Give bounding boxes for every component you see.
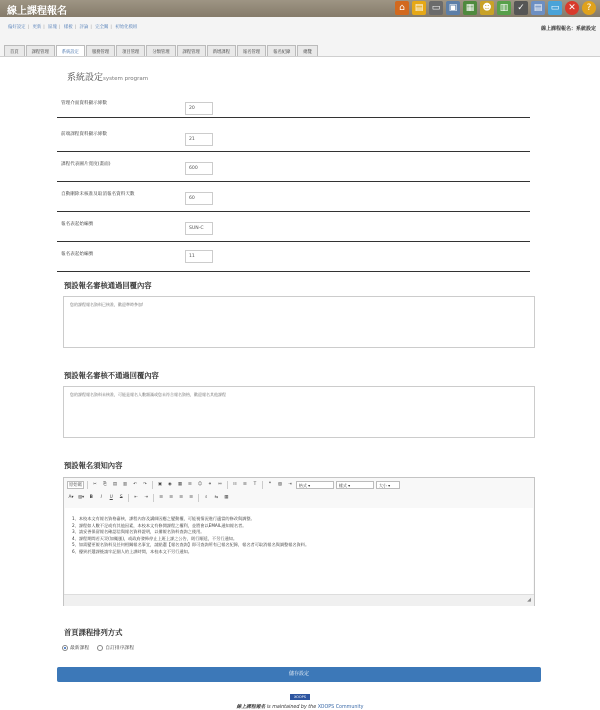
footer-community-link[interactable]: XOOPS Community [317,705,364,710]
size-select-label: 大小 [378,483,387,488]
page-subtitle: system program [103,76,149,82]
undo-icon[interactable]: ↶ [133,482,137,487]
setting-row [57,182,530,212]
admin-link-preferences[interactable]: 偏好設定 [8,25,26,30]
setting-row [57,212,530,242]
tab-items[interactable]: 項目管理 [116,45,145,56]
sort-option-newest[interactable] [62,644,89,651]
tab-home[interactable]: 首頁 [4,45,25,56]
form-start-number-input[interactable]: 11 [185,250,213,263]
approve-reply-textarea[interactable] [63,296,535,348]
align-left-icon[interactable]: ☰ [159,495,164,500]
quote-icon[interactable]: ❞ [268,482,272,487]
bullet-list-icon[interactable]: ☰ [242,482,247,487]
monitor-icon[interactable]: ▭ [548,1,562,15]
footer [0,683,600,710]
setting-label: 課程代表圖片寬度(畫面) [61,162,111,167]
copy-icon[interactable]: ⎘ [103,482,107,487]
indent-icon[interactable]: ⇥ [288,482,292,487]
users-icon[interactable]: ☻ [480,1,494,15]
numbered-list-icon[interactable]: ☷ [232,482,237,487]
tab-categories[interactable]: 分類管理 [146,45,175,56]
editor-toolbar-row-2 [67,494,230,502]
tab-courses[interactable]: 課程管理 [177,45,206,56]
admin-link-comments[interactable]: 評論 [79,25,89,30]
editor-footer [64,594,534,606]
sort-radio-group [62,644,134,651]
table-icon[interactable]: ▦ [177,482,182,487]
notice-item: 5、如需變更報名資料及任何相關報名事宜，請點選【報名查詢】即可查詢所有已報名紀錄，報名者可取消報名與調整報名資料。 [72,542,310,547]
setting-label: 管理介面資料顯示條數 [61,101,107,106]
home-icon[interactable]: ⌂ [395,1,409,15]
tools-icon[interactable]: ✕ [565,1,579,15]
admin-bar [0,17,600,57]
notice-item: 6、優異於選課後請牢記個人的上課時間，本校本文不另行通知。 [72,548,192,554]
paste-icon[interactable]: ▤ [112,482,117,487]
sitemap-icon[interactable]: ▦ [463,1,477,15]
style-select-label: 樣式 [338,483,347,488]
reject-reply-textarea[interactable] [63,386,535,438]
approve-reply-text: 您的課程報名資料已核准，歡迎準時參加! [70,302,144,307]
tab-add-course[interactable]: 新增課程 [207,45,236,56]
approve-section-title: 預設報名審核通過回覆內容 [64,281,152,290]
image-icon[interactable]: ▣ [157,482,162,487]
div-icon[interactable]: ▧ [277,482,282,487]
admin-link-blocks[interactable]: 區塊 [48,25,57,30]
admin-link-update[interactable]: 更新 [32,25,42,30]
front-page-size-input[interactable]: 21 [185,133,213,146]
toolbar-icons [395,1,596,15]
tab-service[interactable]: 服務管理 [86,45,115,56]
admin-link-templates[interactable]: 樣板 [63,25,73,30]
notice-item: 2、課程如人數不足或有其他因素，本校本文有修開課程之權利，並將會以EMAIL通知報名者。 [72,522,247,528]
notice-item: 4、課程期間若天災(如颱風)，或政府發佈停止上班上課之公告，則行順延，不另行通知。 [72,535,238,541]
setting-label: 報名表起始編號 [61,222,94,227]
source-button[interactable] [67,481,84,489]
setting-label: 自動刪除未核准及取消報名資料天數 [61,192,135,197]
format-select-label: 格式 [298,483,307,488]
page-title-text: 系統設定 [67,73,104,83]
tab-bar [4,45,318,56]
setting-row [57,152,530,182]
image-width-input[interactable]: 600 [185,162,213,175]
help-icon[interactable]: ? [582,1,596,15]
admin-link-close[interactable]: 完全關 [95,25,109,30]
footer-module: 線上課程報名 [236,705,266,710]
format-select[interactable]: 格式 ▾ [296,481,334,489]
smiley-icon[interactable]: ☺ [197,482,203,487]
keyboard-icon[interactable]: ▭ [429,1,443,15]
radio-checked-icon[interactable] [62,645,68,651]
hr-icon[interactable]: ☰ [187,482,192,487]
underline-icon[interactable]: U [109,495,113,500]
chart-icon[interactable]: ▥ [497,1,511,15]
indent2-icon[interactable]: ⇥ [144,495,149,500]
form-prefix-input[interactable]: SUN-C [185,222,213,235]
flash-icon[interactable]: ◉ [168,482,172,487]
setting-row [57,92,530,118]
bold-icon[interactable]: B [89,495,93,500]
bg-color-icon[interactable]: ▧▾ [78,495,85,500]
tab-overview[interactable]: 總覽 [297,45,318,56]
radio-unchecked-icon[interactable] [97,645,103,651]
module-name: 線上課程報名：系統設定 [540,26,596,32]
unlink-icon[interactable]: ⚯ [218,482,222,487]
setting-row [57,242,530,272]
source-button-label: 原始碼 [69,483,82,488]
outdent-icon[interactable]: ⇤ [134,495,139,500]
sort-option-label: 最新課程 [70,646,90,651]
text-color-icon[interactable]: A▾ [68,495,74,500]
justify-icon[interactable]: ☰ [189,495,194,500]
admin-link-init[interactable]: 初始化模組 [115,25,138,30]
tab-records[interactable]: 報名紀錄 [267,45,296,56]
align-right-icon[interactable]: ☰ [179,495,184,500]
select-all-icon[interactable]: ▦ [224,495,229,500]
italic-icon[interactable]: I [100,495,102,500]
redo-icon[interactable]: ↷ [143,482,147,487]
page-title [67,70,148,83]
footer-credit [0,703,600,710]
sort-section-title: 首頁課程排列方式 [64,628,123,637]
link-icon[interactable]: ⚭ [208,482,212,487]
admin-page-size-input[interactable]: 20 [185,102,213,115]
auto-delete-days-input[interactable]: 60 [185,192,213,205]
save-button[interactable]: 儲存設定 [57,667,541,682]
footer-maintained: is maintained by the [265,705,318,710]
clear-format-icon[interactable]: T [253,482,257,487]
window-titlebar [0,0,600,17]
tab-settings[interactable]: 系統設定 [56,45,85,56]
cut-icon[interactable]: ✂ [93,482,97,487]
find-icon[interactable]: ⌕ [205,495,208,500]
replace-icon[interactable]: ⇆ [214,495,219,500]
reject-reply-text: 您的課程報名資料未核准，可能是報名人數額滿或您未符合報名資格，歡迎報名其他課程 [70,392,226,397]
notice-item: 3、請妥善保留報名確認信與報名資料證明，以備報名資料查詢之使用。 [72,529,205,534]
notice-editor [63,477,535,606]
clipboard-icon[interactable]: ✓ [514,1,528,15]
editor-toolbar-row-1 [67,481,400,489]
notice-section-title: 預設報名須知內容 [64,461,123,470]
folder-icon[interactable]: ▤ [412,1,426,15]
admin-links: 偏好設定 | 更新 | 區塊 | 樣板 | 評論 | 完全關 | 初始化模組 [8,25,138,30]
setting-row [57,118,530,152]
window-title: 線上課程報名 [7,6,67,17]
tab-course-manage[interactable]: 課程管理 [26,45,55,56]
strike-icon[interactable]: S [119,495,123,500]
network-icon[interactable]: ▣ [446,1,460,15]
sort-option-custom[interactable] [97,644,134,651]
paste-text-icon[interactable]: ▥ [122,482,127,487]
notice-list [72,516,526,555]
style-select[interactable]: 樣式 ▾ [336,481,374,489]
setting-label: 報名表起始編號 [61,252,94,257]
setting-label: 前端課程資料顯示條數 [61,132,107,137]
sort-option-label: 自訂排序課程 [105,646,134,651]
resize-handle-icon[interactable]: ◢ [527,597,531,603]
xoops-badge[interactable]: XOOPS [290,694,310,700]
notice-item: 1、本校本文有報名資格審核，課程內容及講師因應之變動權，可能視情況進行適當的修改與調整。 [72,516,255,521]
align-center-icon[interactable]: ☰ [169,495,174,500]
table-icon[interactable]: ▤ [531,1,545,15]
tab-registrations[interactable]: 報名管理 [237,45,266,56]
size-select[interactable]: 大小 ▾ [376,481,400,489]
reject-section-title: 預設報名審核不通過回覆內容 [64,371,159,380]
editor-content[interactable] [65,508,533,594]
